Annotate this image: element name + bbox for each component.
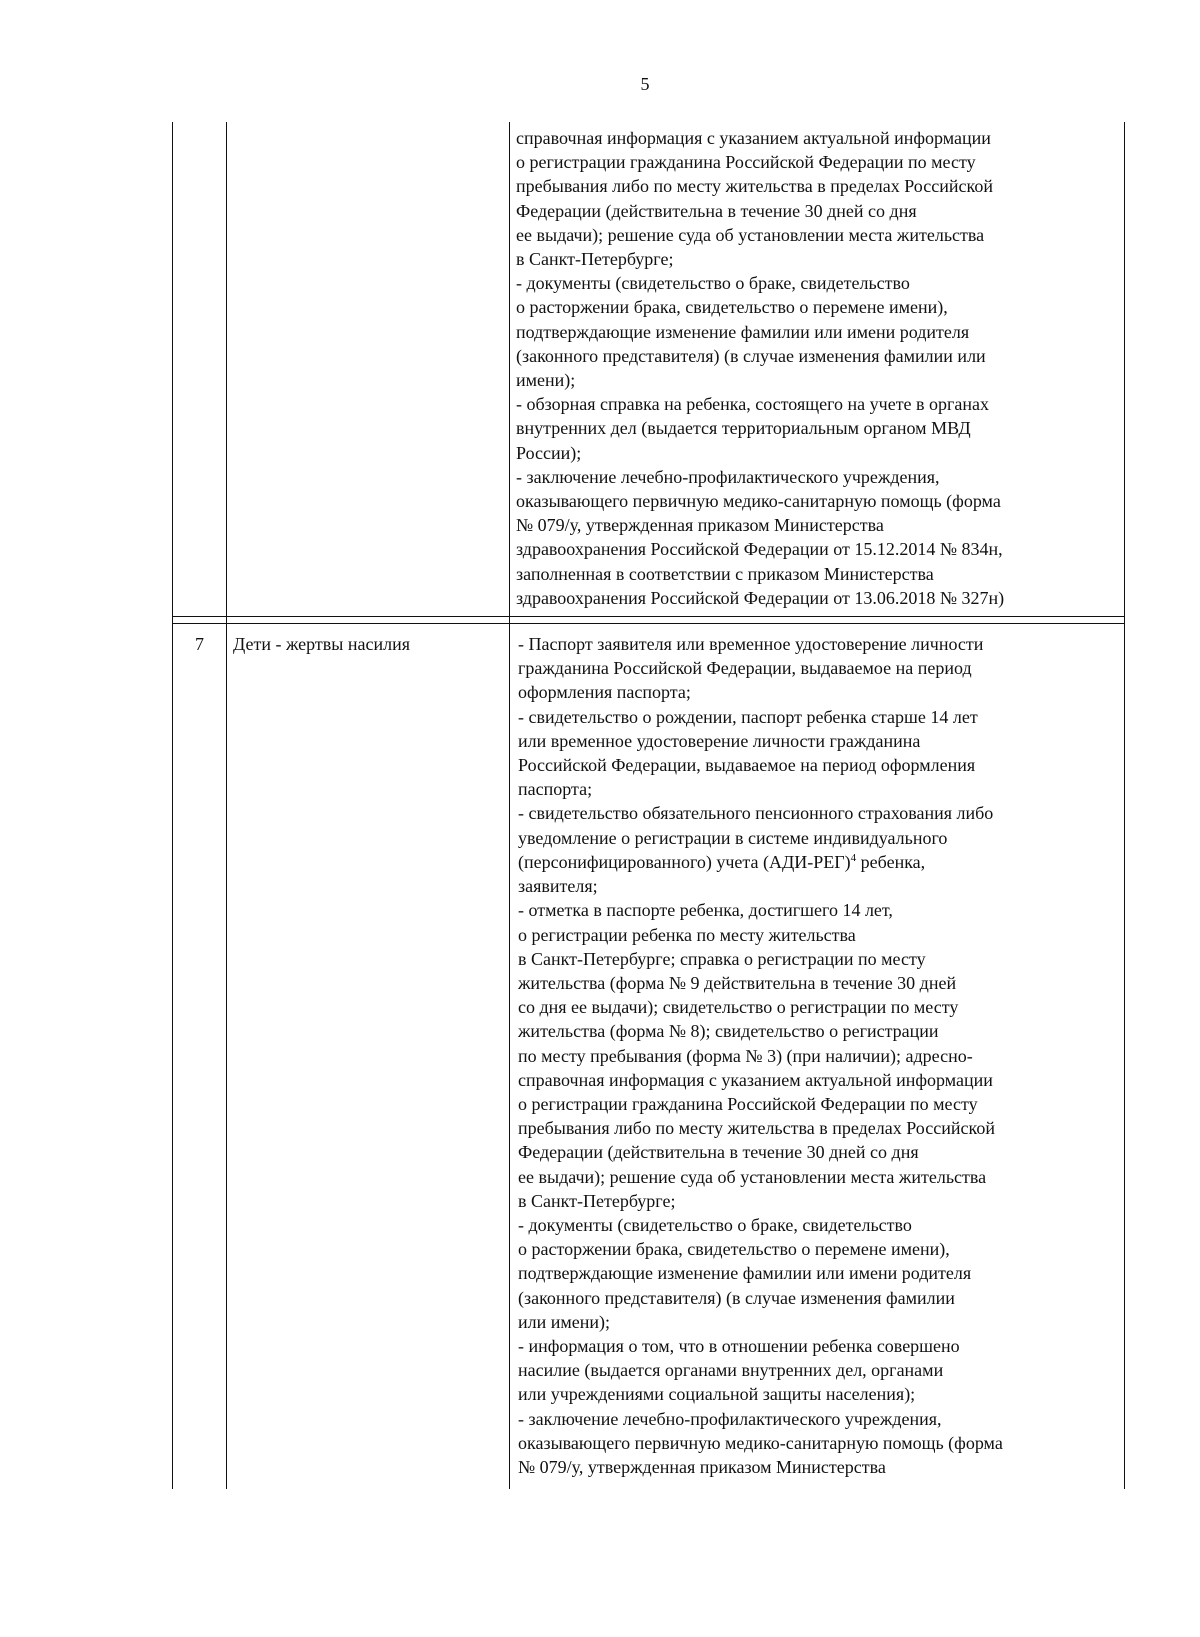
documents-cell bbox=[510, 624, 1125, 1490]
documents-line-text: ребенка, bbox=[856, 851, 926, 872]
documents-line: - заключение лечебно-профилактического учреждения, bbox=[516, 466, 940, 487]
documents-line: или учреждениями социальной защиты населения); bbox=[518, 1384, 916, 1405]
documents-line: ее выдачи); решение суда об установлении места жительства bbox=[518, 1166, 987, 1187]
documents-line: по месту пребывания (форма № 3) (при наличии); адресно- bbox=[518, 1045, 973, 1066]
documents-line: оформления паспорта; bbox=[518, 682, 691, 703]
documents-line: - документы (свидетельство о браке, свидетельство bbox=[518, 1214, 912, 1235]
documents-line: пребывания либо по месту жительства в пределах Российской bbox=[516, 176, 993, 197]
documents-line: имени); bbox=[516, 370, 576, 391]
documents-line: насилие (выдается органами внутренних дел, органами bbox=[518, 1360, 944, 1381]
documents-line: справочная информация с указанием актуальной информации bbox=[518, 1069, 993, 1090]
documents-line-footnote bbox=[518, 850, 1120, 874]
documents-line: паспорта; bbox=[518, 779, 593, 800]
category-cell bbox=[227, 122, 510, 617]
documents-line: - Паспорт заявителя или временное удостоверение личности bbox=[518, 634, 984, 655]
documents-line: оказывающего первичную медико-санитарную помощь (форма bbox=[518, 1432, 1003, 1453]
documents-line: или имени); bbox=[518, 1311, 611, 1332]
documents-line: - обзорная справка на ребенка, состоящего на учете в органах bbox=[516, 394, 990, 415]
documents-line: здравоохранения Российской Федерации от 15.12.2014 № 834н, bbox=[516, 539, 1003, 560]
documents-text bbox=[518, 874, 1120, 1479]
documents-line: заявителя; bbox=[518, 876, 598, 897]
footnote-mark: 4 bbox=[850, 851, 857, 864]
documents-line-text: (персонифицированного) учета (АДИ-РЕГ) bbox=[518, 851, 851, 872]
documents-line: о регистрации ребенка по месту жительства bbox=[518, 924, 856, 945]
table-row-gap bbox=[173, 617, 1125, 624]
page-number: 5 bbox=[640, 74, 650, 94]
documents-line: или временное удостоверение личности гражданина bbox=[518, 730, 921, 751]
documents-line: (законного представителя) (в случае изменения фамилии или bbox=[516, 345, 986, 366]
table-row-7 bbox=[173, 624, 1125, 1490]
documents-line: о регистрации гражданина Российской Федерации по месту bbox=[518, 1093, 978, 1114]
documents-line: подтверждающие изменение фамилии или имени родителя bbox=[516, 321, 970, 342]
documents-line: пребывания либо по месту жительства в пределах Российской bbox=[518, 1118, 995, 1139]
documents-line: здравоохранения Российской Федерации от 13.06.2018 № 327н) bbox=[516, 587, 1005, 608]
documents-line: в Санкт-Петербурге; справка о регистрации по месту bbox=[518, 948, 926, 969]
documents-line: жительства (форма № 8); свидетельство о регистрации bbox=[518, 1021, 939, 1042]
row-number-cell: 7 bbox=[173, 624, 227, 1490]
documents-line: о регистрации гражданина Российской Федерации по месту bbox=[516, 152, 976, 173]
documents-line: внутренних дел (выдается территориальным органом МВД bbox=[516, 418, 971, 439]
documents-line: уведомление о регистрации в системе индивидуального bbox=[518, 827, 948, 848]
documents-line: о расторжении брака, свидетельство о перемене имени), bbox=[516, 297, 948, 318]
documents-line: Федерации (действительна в течение 30 дней со дня bbox=[516, 200, 917, 221]
documents-line: справочная информация с указанием актуальной информации bbox=[516, 128, 991, 148]
table-row-continued bbox=[173, 122, 1125, 617]
documents-line: Федерации (действительна в течение 30 дней со дня bbox=[518, 1142, 919, 1163]
documents-line: - документы (свидетельство о браке, свидетельство bbox=[516, 273, 910, 294]
documents-line: ее выдачи); решение суда об установлении места жительства bbox=[516, 224, 985, 245]
documents-line: (законного представителя) (в случае изменения фамилии bbox=[518, 1287, 955, 1308]
documents-table bbox=[172, 122, 1125, 1489]
documents-line: - заключение лечебно-профилактического учреждения, bbox=[518, 1408, 942, 1429]
documents-line: - свидетельство о рождении, паспорт ребенка старше 14 лет bbox=[518, 706, 978, 727]
documents-line: подтверждающие изменение фамилии или имени родителя bbox=[518, 1263, 972, 1284]
category-cell: Дети - жертвы насилия bbox=[227, 624, 510, 1490]
documents-cell bbox=[510, 122, 1125, 617]
documents-line: оказывающего первичную медико-санитарную помощь (форма bbox=[516, 491, 1001, 512]
documents-line: - информация о том, что в отношении ребенка совершено bbox=[518, 1335, 960, 1356]
documents-line: в Санкт-Петербурге; bbox=[516, 249, 674, 270]
documents-line: со дня ее выдачи); свидетельство о регистрации по месту bbox=[518, 997, 959, 1018]
documents-line: № 079/у, утвержденная приказом Министерства bbox=[516, 515, 884, 536]
row-number-cell bbox=[173, 122, 227, 617]
documents-line: гражданина Российской Федерации, выдаваемое на период bbox=[518, 658, 972, 679]
documents-line: в Санкт-Петербурге; bbox=[518, 1190, 676, 1211]
documents-line: № 079/у, утвержденная приказом Министерства bbox=[518, 1456, 886, 1477]
documents-line: о расторжении брака, свидетельство о перемене имени), bbox=[518, 1239, 950, 1260]
documents-line: заполненная в соответствии с приказом Министерства bbox=[516, 563, 934, 584]
documents-line: - отметка в паспорте ребенка, достигшего 14 лет, bbox=[518, 900, 893, 921]
documents-line: жительства (форма № 9 действительна в течение 30 дней bbox=[518, 972, 957, 993]
documents-line: Российской Федерации, выдаваемое на период оформления bbox=[518, 755, 976, 776]
documents-text bbox=[518, 632, 1120, 850]
documents-line: России); bbox=[516, 442, 582, 463]
documents-text bbox=[516, 126, 1120, 610]
documents-line: - свидетельство обязательного пенсионного страхования либо bbox=[518, 803, 994, 824]
